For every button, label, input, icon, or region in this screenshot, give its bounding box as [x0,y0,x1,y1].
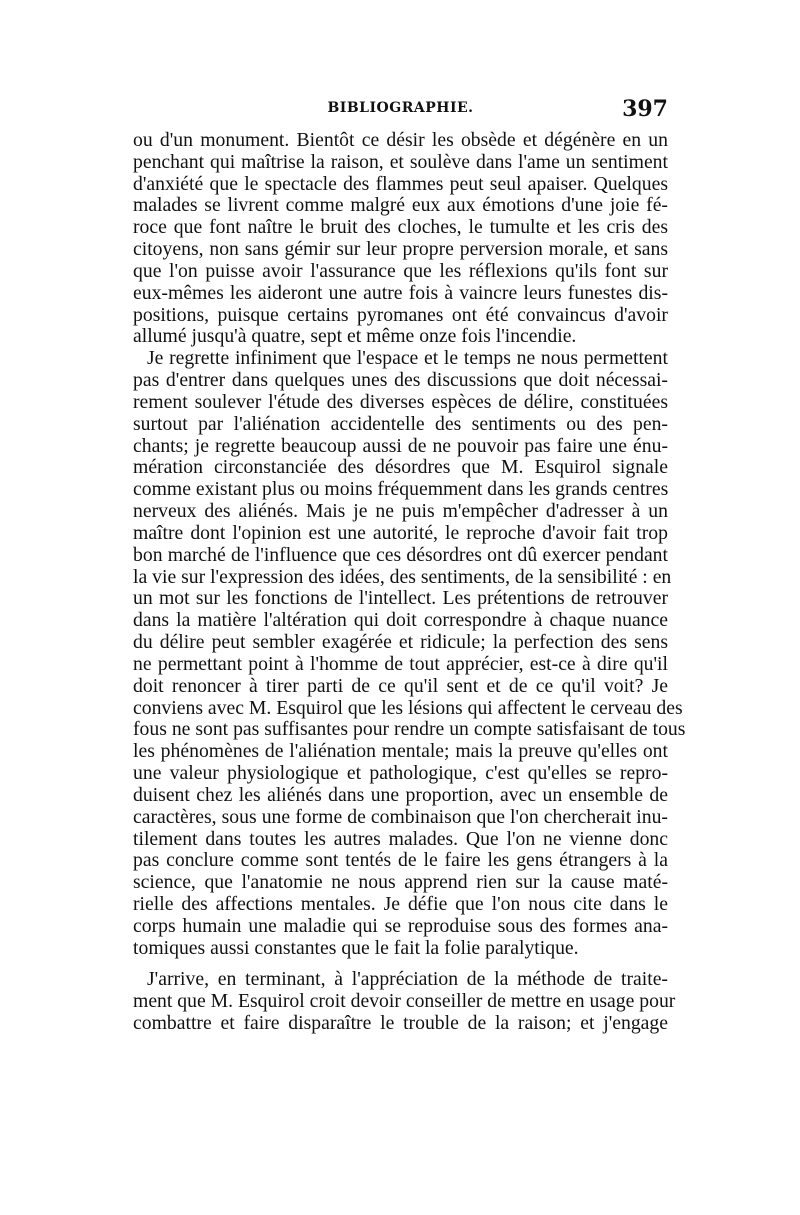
text-line: tomiques aussi constantes que le fait la folie paralytique. [133,936,579,959]
running-title: BIBLIOGRAPHIE. [327,100,474,116]
text-line: roce que font naître le bruit des cloches, le tumulte et les cris des [133,216,668,239]
text-line: maître dont l'opinion est une autorité, le reproche d'avoir fait trop [133,521,668,544]
body-text [133,129,686,1035]
text-line: chants; je regrette beaucoup aussi de ne pouvoir pas faire une énu- [133,434,668,457]
text-line: surtout par l'aliénation accidentelle des sentiments ou des pen- [133,412,668,435]
text-line: dans la matière l'altération qui doit correspondre à chaque nuance [133,609,668,632]
text-line: malades se livrent comme malgré eux aux émotions d'une joie fé- [133,194,668,217]
text-line: que l'on puisse avoir l'assurance que les réflexions qu'ils font sur [133,259,668,282]
running-header [133,96,668,124]
text-line: mération circonstanciée des désordres que M. Esquirol signale [133,456,668,479]
text-line: corps humain une maladie qui se reproduise sous des formes ana- [133,914,668,937]
text-line: science, que l'anatomie ne nous apprend rien sur la cause maté- [133,871,668,894]
text-line: du délire peut sembler exagérée et ridicule; la perfection des sens [133,631,668,654]
text-line: ment que M. Esquirol croit devoir conseiller de mettre en usage pour [133,990,676,1013]
text-line: une valeur physiologique et pathologique, c'est qu'elles se repro- [133,762,668,785]
text-line: ou d'un monument. Bientôt ce désir les obsède et dégénère en un [133,129,668,151]
text-line: allumé jusqu'à quatre, sept et même onze fois l'incendie. [133,325,577,348]
text-line: positions, puisque certains pyromanes ont été convaincus d'avoir [133,303,668,326]
text-line: rement soulever l'étude des diverses espèces de délire, constituées [133,390,668,413]
text-line: doit renoncer à tirer parti de ce qu'il sent et de ce qu'il voit? Je [133,674,668,697]
text-line: Je regrette infiniment que l'espace et le temps ne nous permettent [147,347,668,370]
text-line: pas d'entrer dans quelques unes des discussions que doit nécessai- [133,369,668,392]
text-line: caractères, sous une forme de combinaison que l'on chercherait inu- [133,805,668,828]
text-line: conviens avec M. Esquirol que les lésions qui affectent le cerveau des [133,696,683,719]
text-line: duisent chez les aliénés dans une proportion, avec un ensemble de [133,783,668,806]
text-line: un mot sur les fonctions de l'intellect. Les prétentions de retrouver [133,587,668,610]
page-number: 397 [622,96,668,122]
text-line: citoyens, non sans gémir sur leur propre perversion morale, et sans [133,238,668,261]
text-line: d'anxiété que le spectacle des flammes peut seul apaiser. Quelques [133,172,668,195]
text-line: la vie sur l'expression des idées, des sentiments, de la sensibilité : en [133,565,672,588]
text-line: rielle des affections mentales. Je défie que l'on nous cite dans le [133,892,668,915]
text-line: pas conclure comme sont tentés de le faire les gens étrangers à la [133,849,668,872]
text-line: eux-mêmes les aideront une autre fois à vaincre leurs funestes dis- [133,281,668,304]
text-line: fous ne sont pas suffisantes pour rendre un compte satisfaisant de tous [133,718,686,741]
text-line: bon marché de l'influence que ces désordres ont dû exercer pendant [133,543,668,566]
text-line: J'arrive, en terminant, à l'appréciation de la méthode de traite- [147,968,668,991]
text-line: penchant qui maîtrise la raison, et soulève dans l'ame un sentiment [133,150,668,173]
text-line: ne permettant point à l'homme de tout apprécier, est-ce à dire qu'il [133,652,668,675]
text-line: les phénomènes de l'aliénation mentale; mais la preuve qu'elles ont [133,740,668,763]
text-line: tilement dans toutes les autres malades. Que l'on ne vienne donc [133,827,668,850]
text-line: combattre et faire disparaître le trouble de la raison; et j'engage [133,1012,668,1035]
text-line: comme existant plus ou moins fréquemment dans les grands centres [133,478,669,501]
text-line: nerveux des aliénés. Mais je ne puis m'empêcher d'adresser à un [133,500,668,523]
